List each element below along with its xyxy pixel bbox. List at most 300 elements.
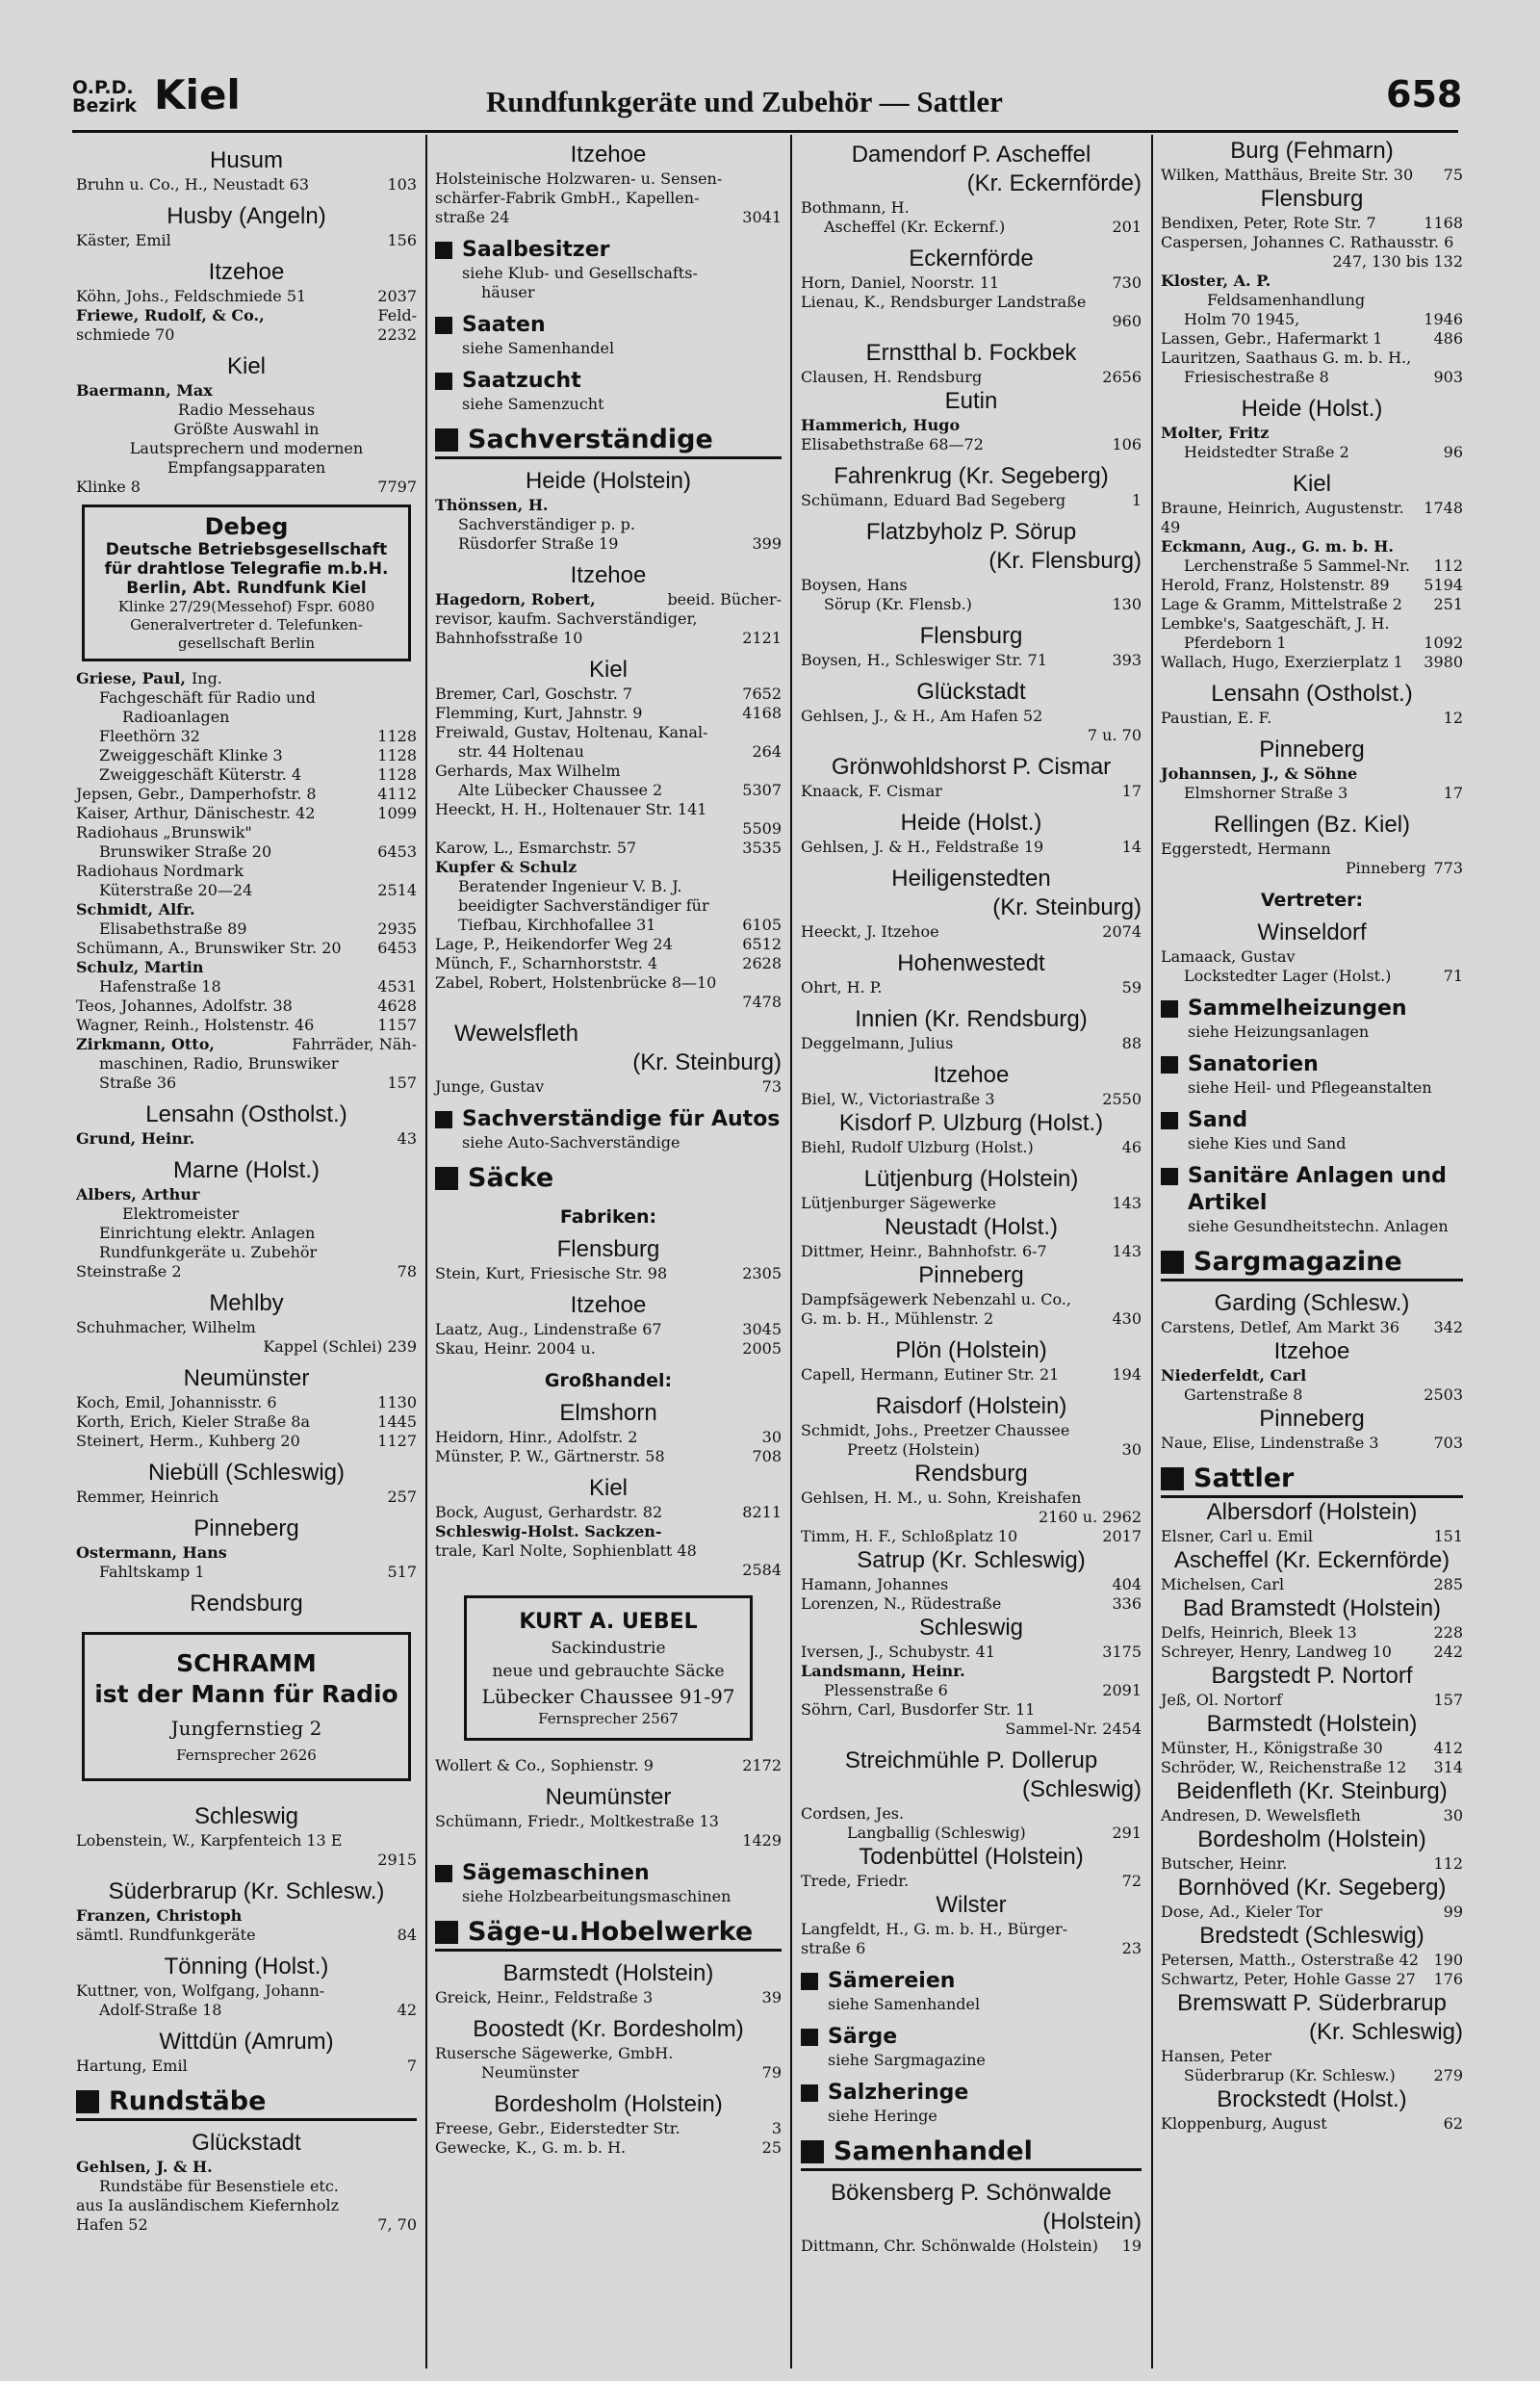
list-item: Lienau, K., Rendsburger Landstraße — [801, 293, 1087, 311]
list-item: Baermann, Max — [76, 381, 213, 400]
place-heading: Rendsburg — [190, 1591, 303, 1617]
place-heading: Heiligenstedten — [891, 866, 1051, 892]
list-item: Korth, Erich, Kieler Straße 8a 1445 — [76, 1412, 417, 1431]
place-heading: Bökensberg P. Schönwalde — [831, 2180, 1112, 2206]
column-divider — [1151, 135, 1153, 2368]
list-item: Köhn, Johs., Feldschmiede 51 2037 — [76, 287, 417, 305]
list-item: Radiohaus Nordmark — [76, 862, 244, 880]
place-heading: Flensburg — [1260, 186, 1364, 212]
list-item: Biel, W., Victoriastraße 3 2550 — [801, 1090, 1142, 1108]
list-item: Dose, Ad., Kieler Tor 99 — [1161, 1902, 1463, 1921]
list-item: Lorenzen, N., Rüdestraße 336 — [801, 1594, 1142, 1613]
list-item: Gerhards, Max Wilhelm — [435, 762, 621, 780]
list-item: Ostermann, Hans — [76, 1543, 227, 1562]
list-item: Andresen, D. Wewelsfleth 30 — [1161, 1806, 1463, 1825]
place-heading: Rellingen (Bz. Kiel) — [1213, 812, 1411, 838]
place-heading: Heide (Holst.) — [1241, 396, 1383, 422]
place-heading: Streichmühle P. Dollerup — [844, 1747, 1098, 1773]
list-item: Zweiggeschäft Küterstr. 4 1128 — [99, 765, 417, 784]
section-heading: Saatzucht — [435, 368, 782, 395]
place-heading: (Holstein) — [1042, 2209, 1142, 2235]
advert-uebel: KURT A. UEBEL Sackindustrie neue und gebrauchte Säcke Lübecker Chaussee 91-97 Fernsprecher 2567 — [464, 1595, 753, 1741]
section-heading: Saaten — [435, 312, 782, 339]
section-heading: Rundstäbe — [76, 2085, 417, 2121]
subheading: Großhandel: — [544, 1370, 673, 1391]
place-heading: Glückstadt — [192, 2130, 301, 2156]
column-4 — [1157, 137, 1467, 2366]
list-item: Plessenstraße 6 2091 — [824, 1681, 1142, 1699]
list-item: Schwartz, Peter, Hohle Gasse 27 176 — [1161, 1970, 1463, 1988]
place-heading: Pinneberg — [1259, 1406, 1365, 1432]
section-bullet-icon — [435, 1111, 452, 1128]
list-item: Skau, Heinr. 2004 u. 2005 — [435, 1339, 782, 1358]
list-item: Boysen, H., Schleswiger Str. 71 393 — [801, 651, 1142, 669]
place-heading: Tönning (Holst.) — [164, 1954, 329, 1980]
list-item: Elsner, Carl u. Emil 151 — [1161, 1527, 1463, 1545]
list-item: Rusersche Sägewerke, GmbH. — [435, 2044, 674, 2062]
place-heading: Kisdorf P. Ulzburg (Holst.) — [838, 1110, 1104, 1136]
section-heading: Sachverständige — [435, 424, 782, 459]
list-item: G. m. b. H., Mühlenstr. 2 430 — [801, 1309, 1142, 1328]
list-item: Friewe, Rudolf, & Co., Feld- — [76, 306, 417, 324]
list-item: Greick, Heinr., Feldstraße 3 39 — [435, 1988, 782, 2006]
see-reference: siehe Samenzucht — [462, 395, 604, 413]
list-item: Schröder, W., Reichenstraße 12 314 — [1161, 1758, 1463, 1776]
list-item: 247, 130 bis 132 — [1332, 252, 1463, 271]
list-item: Lauritzen, Saathaus G. m. b. H., — [1161, 349, 1412, 367]
list-item: Zweiggeschäft Klinke 3 1128 — [99, 746, 417, 764]
place-heading: Rendsburg — [914, 1461, 1028, 1487]
list-item: Carstens, Detlef, Am Markt 36 342 — [1161, 1318, 1463, 1336]
list-item: Michelsen, Carl 285 — [1161, 1575, 1463, 1593]
list-item: Holm 70 1945, 1946 — [1184, 310, 1463, 328]
section-heading: Särge — [801, 2024, 1142, 2051]
place-heading: Bargstedt P. Nortorf — [1211, 1663, 1413, 1689]
list-item: beeidigter Sachverständiger für — [458, 896, 709, 915]
place-heading: Bordesholm (Holstein) — [1197, 1826, 1426, 1852]
place-heading: Süderbrarup (Kr. Schlesw.) — [108, 1878, 385, 1904]
list-item: Fahltskamp 1 517 — [99, 1563, 417, 1581]
list-item: Sachverständiger p. p. — [458, 515, 635, 533]
list-item: Tiefbau, Kirchhofallee 31 6105 — [458, 916, 782, 934]
place-heading: Itzehoe — [933, 1062, 1010, 1088]
list-item: Iversen, J., Schubystr. 41 3175 — [801, 1643, 1142, 1661]
place-heading: (Kr. Eckernförde) — [966, 170, 1142, 196]
list-item: Gehlsen, J. & H. — [76, 2158, 213, 2176]
place-heading: Albersdorf (Holstein) — [1206, 1499, 1418, 1525]
section-heading: Saalbesitzer — [435, 237, 782, 264]
list-item: Langballig (Schleswig) 291 — [847, 1824, 1142, 1842]
place-heading: Todenbüttel (Holstein) — [859, 1844, 1084, 1870]
list-item: Bruhn u. Co., H., Neustadt 63 103 — [76, 175, 417, 194]
list-item: schmiede 70 2232 — [76, 325, 417, 344]
section-heading: Sanatorien — [1161, 1051, 1463, 1078]
list-item: Fleethörn 32 1128 — [99, 727, 417, 745]
section-heading: Salzheringe — [801, 2080, 1142, 2107]
place-heading: Eutin — [944, 388, 998, 414]
list-item: Wilken, Matthäus, Breite Str. 30 75 — [1161, 166, 1463, 184]
section-bullet-icon — [435, 373, 452, 390]
list-item: Hagedorn, Robert, beeid. Bücher- — [435, 590, 782, 608]
list-item: Bremer, Carl, Goschstr. 7 7652 — [435, 685, 782, 703]
list-item: Zabel, Robert, Holstenbrücke 8—10 — [435, 973, 717, 992]
section-bullet-icon — [435, 242, 452, 259]
place-heading: Husby (Angeln) — [167, 203, 326, 229]
section-bullet-icon — [1161, 1056, 1178, 1074]
list-item: Schulz, Martin — [76, 958, 204, 976]
list-item: str. 44 Holtenau 264 — [458, 742, 782, 761]
place-heading: Itzehoe — [208, 259, 285, 285]
place-heading: Pinneberg — [918, 1262, 1024, 1288]
place-heading: Husum — [209, 147, 284, 173]
section-bullet-icon — [801, 2029, 818, 2046]
list-item: Elektromeister — [122, 1204, 240, 1223]
list-item: Heidorn, Hinr., Adolfstr. 2 30 — [435, 1428, 782, 1446]
place-heading: Bredstedt (Schleswig) — [1199, 1923, 1424, 1949]
list-item: Pinneberg 773 — [1345, 859, 1463, 877]
list-item: Radio Messehaus Größte Auswahl in Lautsprechern und modernen Empfangsapparaten — [129, 401, 364, 477]
list-item: Butscher, Heinr. 112 — [1161, 1854, 1463, 1873]
place-heading: Flatzbyholz P. Sörup — [865, 519, 1077, 545]
region-label — [72, 79, 137, 116]
list-item: Süderbrarup (Kr. Schlesw.) 279 — [1184, 2066, 1463, 2084]
place-heading: Neumünster — [183, 1365, 310, 1391]
column-divider — [425, 135, 427, 2368]
list-item: 7 u. 70 — [1087, 726, 1142, 744]
list-item: Kaiser, Arthur, Dänischestr. 42 1099 — [76, 804, 417, 822]
list-item: Sammel-Nr. 2454 — [1005, 1720, 1142, 1738]
list-item: Langfeldt, H., G. m. b. H., Bürger- — [801, 1920, 1068, 1938]
header-rule — [72, 130, 1458, 133]
list-item: Deggelmann, Julius 88 — [801, 1034, 1142, 1052]
place-heading: Hohenwestedt — [897, 950, 1045, 976]
list-item: Steinert, Herm., Kuhberg 20 1127 — [76, 1432, 417, 1450]
section-bullet-icon — [435, 1865, 452, 1882]
list-item: Sörup (Kr. Flensb.) 130 — [824, 595, 1142, 613]
subheading: Fabriken: — [559, 1206, 657, 1228]
section-heading: Sattler — [1161, 1462, 1463, 1498]
list-item: Schmidt, Johs., Preetzer Chaussee — [801, 1421, 1070, 1439]
list-item: Gewecke, K., G. m. b. H. 25 — [435, 2138, 782, 2157]
column-2 — [431, 137, 785, 2366]
list-item: Wallach, Hugo, Exerzierplatz 1 3980 — [1161, 653, 1463, 671]
place-heading: Elmshorn — [559, 1400, 657, 1426]
list-item: 960 — [1112, 312, 1142, 330]
place-heading: Bordesholm (Holstein) — [494, 2091, 723, 2117]
place-heading: Flensburg — [556, 1236, 660, 1262]
list-item: Freese, Gebr., Eiderstedter Str. 3 — [435, 2119, 782, 2137]
list-item: Timm, H. F., Schloßplatz 10 2017 — [801, 1527, 1142, 1545]
list-item: trale, Karl Nolte, Sophienblatt 48 — [435, 1541, 697, 1560]
list-item: Kupfer & Schulz — [435, 858, 578, 876]
list-item: Wagner, Reinh., Holstenstr. 46 1157 — [76, 1016, 417, 1034]
list-item: Fachgeschäft für Radio und — [99, 688, 316, 707]
list-item: Radiohaus „Brunswik" — [76, 823, 252, 841]
see-reference: siehe Auto-Sachverständige — [462, 1133, 680, 1152]
list-item: Holsteinische Holzwaren- u. Sensen- — [435, 169, 723, 188]
place-heading: Brockstedt (Holst.) — [1217, 2086, 1407, 2112]
section-bullet-icon — [801, 2084, 818, 2102]
place-heading: Schleswig — [918, 1615, 1024, 1641]
list-item: Feldsamenhandlung — [1207, 291, 1366, 309]
see-reference: häuser — [481, 283, 535, 301]
list-item: Junge, Gustav 73 — [435, 1077, 782, 1096]
list-item: Lütjenburger Sägewerke 143 — [801, 1194, 1142, 1212]
section-heading: Säcke — [435, 1162, 782, 1195]
place-heading: Niebüll (Schleswig) — [147, 1460, 346, 1486]
list-item: 2915 — [377, 1850, 417, 1869]
list-item: sämtl. Rundfunkgeräte 84 — [76, 1926, 417, 1944]
list-item: Heeckt, H. H., Holtenauer Str. 141 — [435, 800, 707, 818]
list-item: aus Ia ausländischem Kiefernholz — [76, 2196, 340, 2214]
place-heading: Glückstadt — [916, 679, 1026, 705]
list-item: Jeß, Ol. Nortorf 157 — [1161, 1691, 1463, 1709]
list-item: schärfer-Fabrik GmbH., Kapellen- — [435, 189, 700, 207]
list-item: Heeckt, J. Itzehoe 2074 — [801, 922, 1142, 941]
list-item: Schümann, Eduard Bad Segeberg 1 — [801, 491, 1142, 509]
place-heading: (Schleswig) — [1021, 1776, 1142, 1802]
list-item: Braune, Heinrich, Augustenstr. 49 1748 — [1161, 499, 1463, 536]
list-item: Kloster, A. P. — [1161, 272, 1271, 290]
list-item: Bock, August, Gerhardstr. 82 8211 — [435, 1503, 782, 1521]
place-heading: Barmstedt (Holstein) — [1206, 1711, 1418, 1737]
list-item: Steinstraße 2 78 — [76, 1262, 417, 1281]
list-item: 5509 — [742, 819, 782, 838]
list-item: revisor, kaufm. Sachverständiger, — [435, 609, 698, 628]
list-item: Preetz (Holstein) 30 — [847, 1440, 1142, 1459]
list-item: Neumünster 79 — [481, 2063, 782, 2082]
page-header — [0, 0, 1540, 130]
list-item: Biehl, Rudolf Ulzburg (Holst.) 46 — [801, 1138, 1142, 1156]
list-item: Rundstäbe für Besenstiele etc. — [99, 2177, 339, 2195]
list-item: Schümann, A., Brunswiker Str. 20 6453 — [76, 939, 417, 957]
list-item: Remmer, Heinrich 257 — [76, 1488, 417, 1506]
list-item: Paustian, E. F. 12 — [1161, 709, 1463, 727]
list-item: Herold, Franz, Holstenstr. 89 5194 — [1161, 576, 1463, 594]
list-item: Klinke 8 7797 — [76, 478, 417, 496]
list-item: Hammerich, Hugo — [801, 416, 961, 434]
list-item: Clausen, H. Rendsburg 2656 — [801, 368, 1142, 386]
section-bullet-icon — [435, 317, 452, 334]
see-reference: siehe Heizungsanlagen — [1188, 1022, 1370, 1041]
place-heading: Boostedt (Kr. Bordesholm) — [473, 2016, 744, 2042]
place-heading: Bad Bramstedt (Holstein) — [1182, 1595, 1442, 1621]
region-line1: O.P.D. — [72, 77, 134, 98]
list-item: Adolf-Straße 18 42 — [99, 2001, 417, 2019]
place-heading: Garding (Schlesw.) — [1214, 1290, 1410, 1316]
section-bullet-icon — [1161, 1251, 1184, 1274]
column-1 — [72, 137, 421, 2366]
list-item: Laatz, Aug., Lindenstraße 67 3045 — [435, 1320, 782, 1338]
section-bullet-icon — [435, 1167, 458, 1190]
section-heading: Samenhandel — [801, 2135, 1142, 2171]
list-item: Thönssen, H. — [435, 496, 549, 514]
list-item: Friesischestraße 8 903 — [1184, 368, 1463, 386]
list-item: Landsmann, Heinr. — [801, 1662, 965, 1680]
section-bullet-icon — [801, 1973, 818, 1990]
place-heading: (Kr. Steinburg) — [992, 894, 1142, 920]
list-item: Lage, P., Heikendorfer Weg 24 6512 — [435, 935, 782, 953]
list-item: Eckmann, Aug., G. m. b. H. — [1161, 537, 1394, 556]
list-item: Bothmann, H. — [801, 198, 910, 217]
list-item: Molter, Fritz — [1161, 424, 1270, 442]
list-item: Grund, Heinr. 43 — [76, 1129, 417, 1148]
list-item: Zirkmann, Otto, Fahrräder, Näh- — [76, 1035, 417, 1053]
place-heading: Kiel — [588, 657, 629, 683]
list-item: Petersen, Matth., Osterstraße 42 190 — [1161, 1951, 1463, 1969]
section-bullet-icon — [801, 2140, 824, 2163]
place-heading: Heide (Holst.) — [900, 810, 1042, 836]
place-heading: Flensburg — [919, 623, 1023, 649]
place-heading: Mehlby — [209, 1290, 284, 1316]
list-item: Naue, Elise, Lindenstraße 3 703 — [1161, 1434, 1463, 1452]
list-item: Ohrt, H. P. 59 — [801, 978, 1142, 996]
place-heading: Lensahn (Ostholst.) — [145, 1101, 347, 1127]
list-item: Dittmann, Chr. Schönwalde (Holstein) 19 — [801, 2237, 1142, 2255]
list-item: Münch, F., Scharnhorststr. 4 2628 — [435, 954, 782, 972]
list-item: Radioanlagen — [122, 708, 230, 726]
section-bullet-icon — [1161, 1168, 1178, 1185]
list-item: Einrichtung elektr. Anlagen — [99, 1224, 316, 1242]
place-heading: Marne (Holst.) — [172, 1157, 321, 1183]
place-heading: (Kr. Schleswig) — [1308, 2019, 1463, 2045]
list-item: Freiwald, Gustav, Holtenau, Kanal- — [435, 723, 708, 741]
list-item: Wollert & Co., Sophienstr. 9 2172 — [435, 1756, 782, 1774]
list-item: Koch, Emil, Johannisstr. 6 1130 — [76, 1393, 417, 1411]
list-item: Lerchenstraße 5 Sammel-Nr. 112 — [1184, 556, 1463, 575]
list-item: Karow, L., Esmarchstr. 57 3535 — [435, 839, 782, 857]
list-item: Schleswig-Holst. Sackzen- — [435, 1522, 662, 1540]
section-heading: Sammelheizungen — [1161, 996, 1463, 1022]
place-heading: Ernstthal b. Fockbek — [865, 340, 1077, 366]
advert-debeg: Debeg Deutsche Betriebsgesellschaft für drahtlose Telegrafie m.b.H. Berlin, Abt. Rundfunk Kiel Klinke 27/29(Messehof) Fspr. 6080 Generalvertreter d. Telefunken- gesellschaft Berlin — [82, 505, 411, 661]
place-heading: Wilster — [936, 1892, 1007, 1918]
place-heading: Itzehoe — [1273, 1338, 1350, 1364]
section-heading: Säge-u.Hobelwerke — [435, 1916, 782, 1952]
section-heading: Sachverständige für Autos — [435, 1106, 782, 1133]
list-item: Rundfunkgeräte u. Zubehör — [99, 1243, 318, 1261]
see-reference: siehe Heil- und Pflegeanstalten — [1188, 1078, 1432, 1097]
list-item: Elmshorner Straße 3 17 — [1184, 784, 1463, 802]
place-heading: Heide (Holstein) — [525, 468, 692, 494]
place-heading: (Kr. Flensburg) — [988, 548, 1142, 574]
place-heading: Barmstedt (Holstein) — [502, 1960, 714, 1986]
list-item: Eggerstedt, Hermann — [1161, 840, 1331, 858]
list-item: Küterstraße 20—24 2514 — [99, 881, 417, 899]
list-item: Pferdeborn 1 1092 — [1184, 634, 1463, 652]
list-item: Käster, Emil 156 — [76, 231, 417, 249]
see-reference: siehe Holzbearbeitungsmaschinen — [462, 1887, 732, 1905]
section-heading: Sand — [1161, 1107, 1463, 1134]
list-item: Gehlsen, J., & H., Am Hafen 52 — [801, 707, 1043, 725]
place-heading: Bremswatt P. Süderbrarup — [1177, 1990, 1447, 2016]
see-reference: siehe Sargmagazine — [828, 2051, 986, 2069]
page-title: Rundfunkgeräte und Zubehör — Sattler — [486, 85, 1003, 118]
place-heading: Innien (Kr. Rendsburg) — [855, 1006, 1088, 1032]
list-item: Delfs, Heinrich, Bleek 13 228 — [1161, 1623, 1463, 1642]
list-item: Capell, Hermann, Eutiner Str. 21 194 — [801, 1365, 1142, 1384]
place-heading: Kiel — [226, 353, 267, 379]
list-item: Söhrn, Carl, Busdorfer Str. 11 — [801, 1700, 1036, 1719]
list-item: Gartenstraße 8 2503 — [1184, 1385, 1463, 1404]
city-title: Kiel — [154, 71, 241, 118]
list-item: Elisabethstraße 68—72 106 — [801, 435, 1142, 453]
list-item: Lembke's, Saatgeschäft, J. H. — [1161, 614, 1390, 633]
section-bullet-icon — [1161, 1000, 1178, 1018]
section-heading: Sargmagazine — [1161, 1246, 1463, 1281]
list-item: Kuttner, von, Wolfgang, Johann- — [76, 1981, 325, 2000]
place-heading: Pinneberg — [193, 1515, 299, 1541]
see-reference: siehe Gesundheitstechn. Anlagen — [1188, 1217, 1449, 1235]
place-heading: Neumünster — [545, 1784, 672, 1810]
list-item: Schümann, Friedr., Moltkestraße 13 — [435, 1812, 719, 1830]
see-reference: siehe Heringe — [828, 2107, 937, 2125]
list-item: Hartung, Emil 7 — [76, 2057, 417, 2075]
section-heading: Sämereien — [801, 1968, 1142, 1995]
place-heading: Itzehoe — [570, 142, 647, 168]
place-heading: Satrup (Kr. Schleswig) — [857, 1547, 1086, 1573]
list-item: Knaack, F. Cismar 17 — [801, 782, 1142, 800]
place-heading: Grönwohldshorst P. Cismar — [831, 754, 1112, 780]
list-item: straße 24 3041 — [435, 208, 782, 226]
list-item: Hamann, Johannes 404 — [801, 1575, 1142, 1593]
place-heading: Wewelsfleth — [454, 1021, 578, 1047]
list-item: Straße 36 157 — [99, 1074, 417, 1092]
place-heading: Kiel — [588, 1475, 629, 1501]
list-item: Alte Lübecker Chaussee 2 5307 — [458, 781, 782, 799]
section-bullet-icon — [76, 2090, 99, 2113]
list-item: Hafenstraße 18 4531 — [99, 977, 417, 996]
section-heading: Sägemaschinen — [435, 1860, 782, 1887]
list-item: Lassen, Gebr., Hafermarkt 1 486 — [1161, 329, 1463, 348]
list-item: Hafen 52 7, 70 — [76, 2215, 417, 2234]
place-heading: Schleswig — [193, 1803, 299, 1829]
list-item: maschinen, Radio, Brunswiker — [99, 1054, 339, 1073]
list-item: Lamaack, Gustav — [1161, 947, 1296, 966]
list-item: 2584 — [742, 1561, 782, 1579]
list-item: 7478 — [742, 993, 782, 1011]
list-item: Dampfsägewerk Nebenzahl u. Co., — [801, 1290, 1071, 1308]
section-bullet-icon — [1161, 1112, 1178, 1129]
list-item: Gehlsen, J. & H., Feldstraße 19 14 — [801, 838, 1142, 856]
list-item: 2160 u. 2962 — [1039, 1508, 1142, 1526]
list-item: Rüsdorfer Straße 19 399 — [458, 534, 782, 553]
place-heading: Raisdorf (Holstein) — [875, 1393, 1067, 1419]
list-item: Caspersen, Johannes C. Rathausstr. 6 — [1161, 233, 1454, 251]
list-item: Bahnhofsstraße 10 2121 — [435, 629, 782, 647]
list-item: Albers, Arthur — [76, 1185, 200, 1203]
see-reference: siehe Samenhandel — [462, 339, 615, 357]
subheading: Vertreter: — [1260, 890, 1364, 911]
place-heading: Pinneberg — [1259, 737, 1365, 763]
see-reference: siehe Kies und Sand — [1188, 1134, 1347, 1152]
list-item: Schmidt, Alfr. — [76, 900, 195, 919]
list-item: Brunswiker Straße 20 6453 — [99, 842, 417, 861]
page-number: 658 — [1386, 73, 1463, 116]
list-item: Gehlsen, H. M., u. Sohn, Kreishafen — [801, 1488, 1082, 1507]
place-heading: Ascheffel (Kr. Eckernförde) — [1173, 1547, 1450, 1573]
see-reference: siehe Klub- und Gesellschafts- — [462, 264, 698, 282]
list-item: Kloppenburg, August 62 — [1161, 2114, 1463, 2133]
list-item: Cordsen, Jes. — [801, 1804, 905, 1823]
advert-schramm: SCHRAMM ist der Mann für Radio Jungfernstieg 2 Fernsprecher 2626 — [82, 1632, 411, 1781]
list-item: Stein, Kurt, Friesische Str. 98 2305 — [435, 1264, 782, 1282]
section-bullet-icon — [1161, 1467, 1184, 1490]
place-heading: Beidenfleth (Kr. Steinburg) — [1176, 1778, 1448, 1804]
list-item: Johannsen, J., & Söhne — [1161, 764, 1358, 783]
list-item: Flemming, Kurt, Jahnstr. 9 4168 — [435, 704, 782, 722]
place-heading: Lensahn (Ostholst.) — [1211, 681, 1413, 707]
